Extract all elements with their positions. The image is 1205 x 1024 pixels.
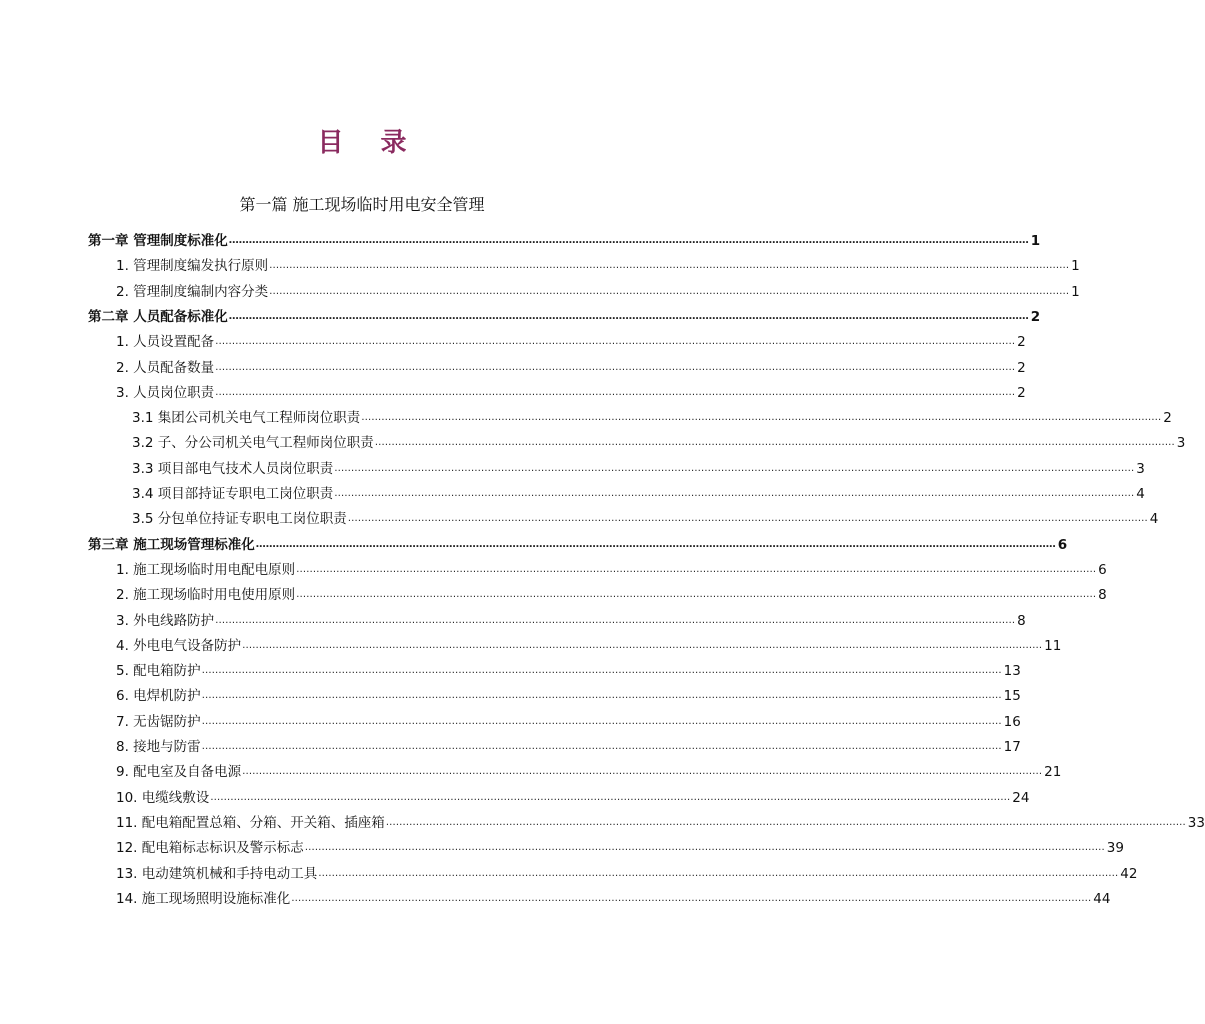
toc-dot-leader: …………………………………………………………………………………………………………………………………………………………………………………………………………………… xyxy=(228,310,1029,322)
toc-dot-leader: …………………………………………………………………………………………………………………………………………………………………………………………………………………… xyxy=(215,614,1016,626)
toc-dot-leader: …………………………………………………………………………………………………………………………………………………………………………………………………………………… xyxy=(228,235,1029,246)
toc-entry-row[interactable] xyxy=(132,481,1145,503)
toc-entry-label: 8. 接地与防雷 xyxy=(116,739,201,755)
toc-page-number: 2 xyxy=(1017,334,1026,351)
page-title: 目 录 xyxy=(317,128,421,158)
toc-page-number: 13 xyxy=(1003,663,1021,680)
toc-entry-row[interactable] xyxy=(116,633,1062,655)
toc-entry-row[interactable] xyxy=(132,430,1186,452)
toc-dot-leader: …………………………………………………………………………………………………………………………………………………………………………………………………………………… xyxy=(347,513,1148,525)
toc-entry-row[interactable] xyxy=(116,355,1026,377)
toc-entry-label: 3. 人员岗位职责 xyxy=(116,384,215,401)
toc-page-number: 3 xyxy=(1136,460,1145,477)
toc-page-number: 6 xyxy=(1057,536,1068,553)
toc-dot-leader: …………………………………………………………………………………………………………………………………………………………………………………………………………………… xyxy=(318,867,1119,879)
toc-entry-label: 3.3 项目部电气技术人员岗位职责 xyxy=(132,460,334,477)
toc-entry-row[interactable] xyxy=(116,658,1021,680)
toc-entry-row[interactable] xyxy=(116,253,1080,275)
toc-dot-leader: …………………………………………………………………………………………………………………………………………………………………………………………………………………… xyxy=(304,842,1105,854)
part-title: 第一篇 施工现场临时用电安全管理 xyxy=(239,195,485,214)
toc-dot-leader: …………………………………………………………………………………………………………………………………………………………………………………………………………………… xyxy=(201,715,1002,727)
toc-dot-leader: …………………………………………………………………………………………………………………………………………………………………………………………………………………… xyxy=(201,665,1002,677)
toc-page-number: 4 xyxy=(1149,511,1159,528)
toc-page-number: 4 xyxy=(1136,486,1145,502)
toc-entry-label: 4. 外电电气设备防护 xyxy=(116,637,242,654)
toc-page-number: 8 xyxy=(1098,587,1107,604)
toc-dot-leader: …………………………………………………………………………………………………………………………………………………………………………………………………………………… xyxy=(361,412,1162,424)
toc-entry-label: 7. 无齿锯防护 xyxy=(116,713,201,730)
toc-entry-label: 1. 人员设置配备 xyxy=(116,334,215,351)
toc-page-number: 42 xyxy=(1120,865,1138,882)
toc-dot-leader: …………………………………………………………………………………………………………………………………………………………………………………………………………………… xyxy=(291,892,1092,904)
toc-dot-leader: …………………………………………………………………………………………………………………………………………………………………………………………………………………… xyxy=(210,791,1011,803)
toc-entry-label: 3.5 分包单位持证专职电工岗位职责 xyxy=(132,511,347,528)
toc-dot-leader: …………………………………………………………………………………………………………………………………………………………………………………………………………………… xyxy=(296,589,1097,601)
toc-entry-row[interactable] xyxy=(116,785,1030,807)
toc-entry-row[interactable] xyxy=(116,861,1138,883)
toc-chapter-row[interactable] xyxy=(88,532,1068,554)
toc-entry-row[interactable] xyxy=(116,380,1026,402)
toc-dot-leader: …………………………………………………………………………………………………………………………………………………………………………………………………………………… xyxy=(215,336,1016,348)
toc-entry-row[interactable] xyxy=(116,810,1205,832)
toc-entry-label: 2. 施工现场临时用电使用原则 xyxy=(116,587,296,604)
toc-entry-label: 13. 电动建筑机械和手持电动工具 xyxy=(116,865,318,882)
toc-dot-leader: …………………………………………………………………………………………………………………………………………………………………………………………………………………… xyxy=(255,538,1056,550)
toc-page-number: 1 xyxy=(1071,258,1080,275)
toc-chapter-row[interactable] xyxy=(88,304,1041,326)
toc-entry-label: 2. 管理制度编制内容分类 xyxy=(116,283,269,300)
toc-page-number: 24 xyxy=(1012,789,1030,806)
toc-dot-leader: …………………………………………………………………………………………………………………………………………………………………………………………………………………… xyxy=(296,563,1097,575)
toc-entry-label: 6. 电焊机防护 xyxy=(116,688,201,705)
toc-page-number: 1 xyxy=(1071,283,1080,300)
toc-dot-leader: …………………………………………………………………………………………………………………………………………………………………………………………………………………… xyxy=(215,386,1016,398)
toc-page-number: 21 xyxy=(1044,764,1062,781)
toc-page-number: 16 xyxy=(1003,713,1021,730)
toc-page-number: 1 xyxy=(1030,233,1041,249)
toc-entry-label: 11. 配电箱配置总箱、分箱、开关箱、插座箱 xyxy=(116,814,385,831)
toc-entry-label: 第二章 人员配备标准化 xyxy=(88,308,228,325)
toc-dot-leader: …………………………………………………………………………………………………………………………………………………………………………………………………………………… xyxy=(374,437,1175,449)
toc-entry-row[interactable] xyxy=(116,582,1107,604)
toc-entry-row[interactable] xyxy=(116,557,1107,579)
toc-entry-row[interactable] xyxy=(132,456,1145,478)
toc-dot-leader: …………………………………………………………………………………………………………………………………………………………………………………………………………………… xyxy=(269,260,1070,272)
toc-dot-leader: …………………………………………………………………………………………………………………………………………………………………………………………………………………… xyxy=(215,361,1016,373)
toc-entry-row[interactable] xyxy=(116,886,1111,908)
toc-entry-label: 3. 外电线路防护 xyxy=(116,612,215,629)
toc-page-number: 6 xyxy=(1098,561,1107,578)
toc-entry-label: 1. 施工现场临时用电配电原则 xyxy=(116,561,296,578)
toc-dot-leader: …………………………………………………………………………………………………………………………………………………………………………………………………………………… xyxy=(269,285,1070,297)
toc-entry-label: 12. 配电箱标志标识及警示标志 xyxy=(116,840,304,857)
toc-chapter-row[interactable] xyxy=(88,228,1041,250)
toc-page-number: 2 xyxy=(1030,308,1041,325)
toc-page-number: 17 xyxy=(1003,739,1021,755)
toc-dot-leader: …………………………………………………………………………………………………………………………………………………………………………………………………………………… xyxy=(334,462,1135,474)
toc-entry-label: 1. 管理制度编发执行原则 xyxy=(116,258,269,275)
toc-entry-row[interactable] xyxy=(116,329,1026,351)
toc-entry-label: 5. 配电箱防护 xyxy=(116,663,201,680)
toc-entry-label: 2. 人员配备数量 xyxy=(116,359,215,376)
toc-page-number: 11 xyxy=(1044,637,1062,654)
toc-entry-label: 14. 施工现场照明设施标准化 xyxy=(116,890,291,907)
toc-page-number: 2 xyxy=(1017,359,1026,376)
toc-entry-label: 9. 配电室及自备电源 xyxy=(116,764,242,781)
toc-page-number: 15 xyxy=(1003,688,1021,705)
toc-page-number: 33 xyxy=(1187,814,1205,831)
toc-entry-label: 10. 电缆线敷设 xyxy=(116,789,210,806)
toc-dot-leader: …………………………………………………………………………………………………………………………………………………………………………………………………………………… xyxy=(334,488,1135,499)
toc-entry-label: 第一章 管理制度标准化 xyxy=(88,233,228,249)
toc-entry-label: 3.4 项目部持证专职电工岗位职责 xyxy=(132,486,334,502)
toc-dot-leader: …………………………………………………………………………………………………………………………………………………………………………………………………………………… xyxy=(242,766,1043,778)
toc-entry-label: 3.2 子、分公司机关电气工程师岗位职责 xyxy=(132,435,374,452)
toc-entry-row[interactable] xyxy=(116,709,1021,731)
toc-entry-row[interactable] xyxy=(116,608,1026,630)
toc-entry-row[interactable] xyxy=(116,734,1021,756)
toc-entry-row[interactable] xyxy=(116,683,1021,705)
toc-page-number: 2 xyxy=(1163,410,1172,427)
toc-dot-leader: …………………………………………………………………………………………………………………………………………………………………………………………………………………… xyxy=(201,690,1002,702)
toc-page-number: 3 xyxy=(1176,435,1186,452)
toc-entry-row[interactable] xyxy=(116,835,1124,857)
toc-entry-label: 3.1 集团公司机关电气工程师岗位职责 xyxy=(132,410,361,427)
toc-entry-label: 第三章 施工现场管理标准化 xyxy=(88,536,255,553)
toc-page-number: 39 xyxy=(1106,840,1124,857)
toc-page-number: 2 xyxy=(1017,384,1026,401)
toc-entry-row[interactable] xyxy=(116,279,1080,301)
toc-page-number: 44 xyxy=(1093,890,1111,907)
toc-entry-row[interactable] xyxy=(132,405,1172,427)
toc-entry-row[interactable] xyxy=(116,759,1062,781)
toc-dot-leader: …………………………………………………………………………………………………………………………………………………………………………………………………………………… xyxy=(385,816,1186,828)
toc-dot-leader: …………………………………………………………………………………………………………………………………………………………………………………………………………………… xyxy=(201,741,1002,752)
toc-page-number: 8 xyxy=(1017,612,1026,629)
toc-dot-leader: …………………………………………………………………………………………………………………………………………………………………………………………………………………… xyxy=(242,639,1043,651)
toc-entry-row[interactable] xyxy=(132,506,1159,528)
